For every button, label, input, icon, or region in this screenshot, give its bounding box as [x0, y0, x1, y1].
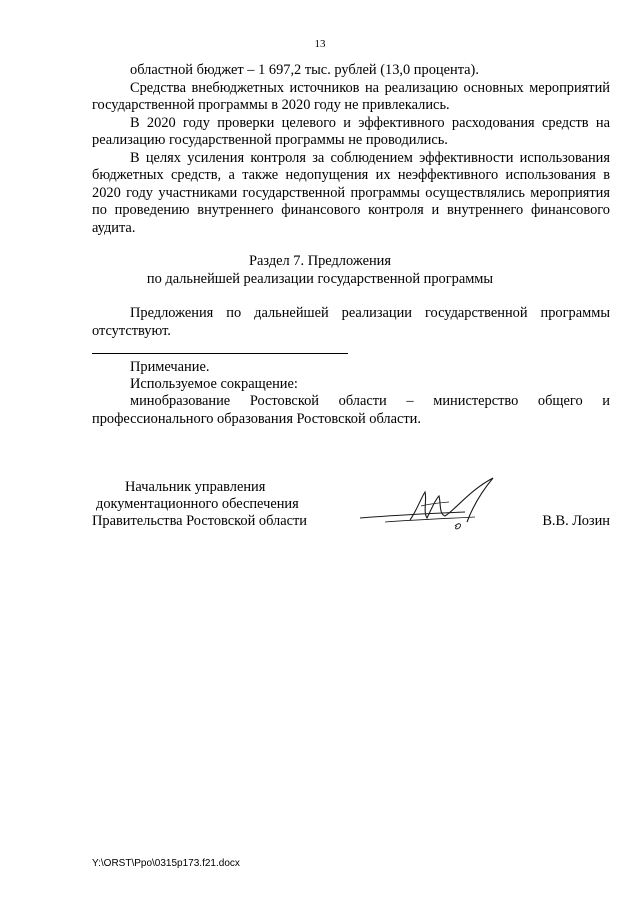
signer-title-line3: Правительства Ростовской области: [92, 513, 307, 529]
section-title-line1: Раздел 7. Предложения: [249, 253, 391, 269]
section-body: [92, 305, 610, 340]
paragraph-extrabudgetary: Средства внебюджетных источников на реализацию основных мероприятий государственной программы в 2020 году не привлекались.: [92, 79, 610, 113]
signer-name: В.В. Лозин: [542, 513, 610, 529]
page-number: 13: [314, 38, 326, 50]
paragraph-audits: В 2020 году проверки целевого и эффективного расходования средств на реализацию государственной программы не проводились.: [92, 114, 610, 148]
note-label: Примечание.: [130, 359, 210, 375]
paragraph-control: В целях усиления контроля за соблюдением эффективности использования бюджетных средств, а также недопущения их неэффективного использования в 2020 году участниками государственной программы осуществлялись мероприятия по проведению внутреннего финансового контроля и внутреннего финансового аудита.: [92, 149, 610, 236]
body-text-top: [92, 62, 610, 237]
signer-title-line2: документационного обеспечения: [96, 496, 299, 512]
signer-title-line1: Начальник управления: [125, 479, 266, 495]
paragraph-regional-budget: областной бюджет – 1 697,2 тыс. рублей (13,0 процента).: [130, 62, 479, 78]
file-path-footer: Y:\ORST\Ppo\0315p173.f21.docx: [92, 858, 240, 869]
abbrev-label: Используемое сокращение:: [130, 376, 298, 392]
footnote-divider: [92, 353, 348, 354]
abbrev-text: минобразование Ростовской области – министерство общего и профессионального образования Ростовской области.: [92, 393, 610, 427]
section-title-line2: по дальнейшей реализации государственной программы: [146, 271, 494, 287]
handwritten-signature: [355, 470, 515, 540]
paragraph-proposals: Предложения по дальнейшей реализации государственной программы отсутствуют.: [92, 305, 610, 339]
abbrev-block: [92, 393, 610, 428]
